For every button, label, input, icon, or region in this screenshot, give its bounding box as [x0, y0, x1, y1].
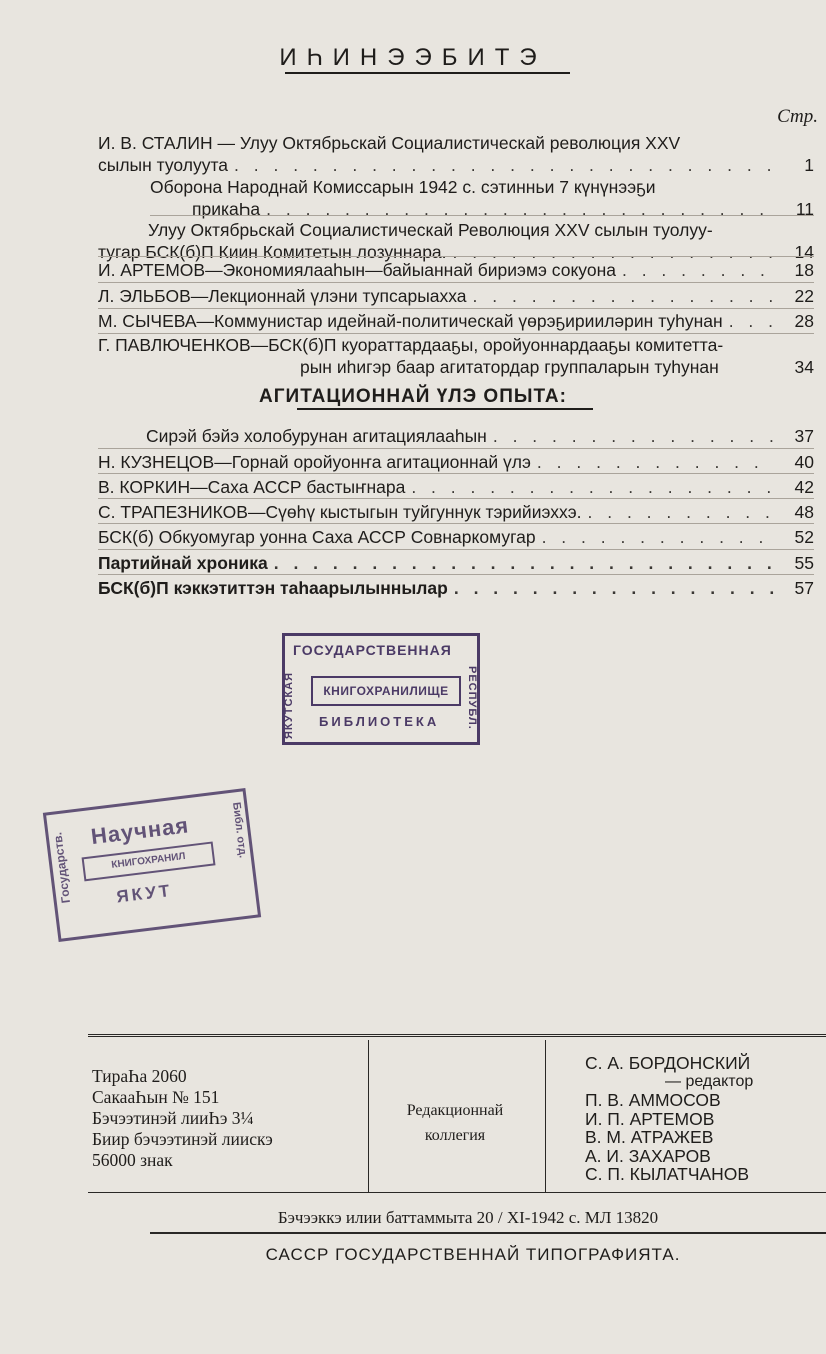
- toc-entry: [98, 132, 814, 176]
- toc-page-number: 22: [794, 286, 814, 306]
- leader-dots: [588, 501, 775, 523]
- editor-role: — редактор: [665, 1072, 754, 1090]
- toc-page-number: 57: [794, 578, 814, 598]
- toc-entry-line: Улуу Октябрьскай Социалистическай Революция XXV сылын туолуу-: [148, 220, 713, 240]
- toc-page-number: 52: [794, 527, 814, 547]
- library-stamp-faded: [43, 788, 261, 942]
- toc-entry-text: Л. ЭЛЬБОВ—Лекционнай үлэни тупсарыахха: [98, 286, 467, 306]
- leader-dots: [266, 198, 774, 220]
- board-member: А. И. ЗАХАРОВ: [585, 1145, 711, 1166]
- toc-entry: [150, 176, 814, 220]
- toc-entry-line: Г. ПАВЛЮЧЕНКОВ—БСК(б)П куораттардааҕы, оройуоннардааҕы комитетта-: [98, 335, 724, 355]
- page-title: ИҺИНЭЭБИТЭ: [279, 44, 547, 71]
- toc-page-number: 40: [794, 452, 814, 472]
- toc-entry-text: рын иһигэр баар агитатордар группаларын туһунан: [300, 357, 719, 377]
- library-stamp: [282, 633, 480, 745]
- imprint-line: СакааҺын № 151: [92, 1087, 220, 1107]
- divider: [98, 523, 814, 524]
- leader-dots: [411, 476, 774, 498]
- leader-dots: [537, 451, 774, 473]
- toc-entry: [98, 577, 814, 599]
- imprint-rule: [88, 1192, 826, 1193]
- editorial-board-members: [585, 1054, 753, 1184]
- divider: [98, 498, 814, 499]
- divider: [98, 282, 814, 283]
- toc-entry: [98, 552, 814, 574]
- toc-entry-text: тугар БСК(б)П Киин Комитетын лозуннара.: [98, 242, 447, 262]
- toc-entry-text: Партийнай хроника: [98, 553, 268, 573]
- editor-name: С. А. БОРДОНСКИЙ: [585, 1053, 751, 1073]
- divider: [98, 308, 814, 309]
- stamp-bottom-text: БИБЛИОТЕКА: [319, 714, 440, 729]
- toc-page-number: 11: [795, 199, 814, 219]
- stamp-top-text: ГОСУДАРСТВЕННАЯ: [293, 642, 452, 658]
- board-member: В. М. АТРАЖЕВ: [585, 1127, 714, 1147]
- leader-dots: [274, 552, 774, 574]
- toc-entry: [146, 425, 814, 447]
- leader-dots: [234, 154, 774, 176]
- toc-entry-line: Оборона Народнай Комиссарын 1942 с. сэтинньи 7 күнүнээҕи: [150, 177, 656, 197]
- divider: [98, 549, 814, 550]
- toc-entry: [98, 310, 814, 332]
- toc-entry: [98, 526, 814, 548]
- imprint-line: Бэчээтинэй лииҺэ 3¼: [92, 1108, 254, 1128]
- toc-entry-text: прикаҺа: [192, 199, 261, 219]
- toc-page-number: 14: [794, 242, 814, 262]
- toc-entry-text: Н. КУЗНЕЦОВ—Горнай оройуонҥа агитационнай үлэ: [98, 452, 531, 472]
- board-label-line: коллегия: [424, 1127, 486, 1144]
- imprint-divider: [545, 1040, 546, 1192]
- stamp-left-text: ЯКУТСКАЯ: [283, 672, 295, 739]
- imprint-rule: [88, 1034, 826, 1037]
- stamp-top-text: Научная: [89, 812, 191, 850]
- toc-entry: [98, 334, 814, 378]
- toc-page-number: 55: [794, 553, 814, 573]
- toc-entry-text: В. КОРКИН—Саха АССР бастыҥнара: [98, 477, 406, 497]
- divider: [98, 448, 814, 449]
- divider: [150, 215, 814, 216]
- toc-page-number: 48: [794, 502, 814, 522]
- toc-page-number: 28: [794, 311, 814, 331]
- toc-entry: [98, 259, 814, 281]
- stamp-right-text: Библ. отд.: [230, 801, 249, 859]
- toc-entry-text: БСК(б)П кэккэтиттэн таһаарылыннылар: [98, 578, 448, 598]
- section-heading: АГИТАЦИОННАЙ ҮЛЭ ОПЫТА:: [259, 386, 567, 407]
- imprint-line: Биир бэчээтинэй лиискэ: [92, 1129, 273, 1149]
- toc-page-number: 18: [794, 260, 814, 280]
- print-run-details: [92, 1066, 273, 1171]
- imprint-line: 56000 знак: [92, 1150, 173, 1170]
- toc-entry: [98, 451, 814, 473]
- leader-dots: [729, 310, 774, 332]
- stamp-middle-text: КНИГОХРАНИЛИЩЕ: [311, 676, 461, 706]
- imprint-rule: [150, 1232, 826, 1234]
- board-member: И. П. АРТЕМОВ: [585, 1108, 715, 1129]
- imprint-divider: [368, 1040, 369, 1192]
- toc-entry-text: С. ТРАПЕЗНИКОВ—Сүөһү кыстыгын туйгуннук тэрийиэххэ.: [98, 502, 582, 522]
- imprint-line: ТираҺа 2060: [92, 1066, 187, 1086]
- print-date-line: Бэчээккэ илии баттаммыта 20 / XI-1942 с. МЛ 13820: [277, 1208, 659, 1227]
- toc-entry-text: М. СЫЧЕВА—Коммунистар идейнай-политическай үөрэҕирииләрин туһунан: [98, 311, 723, 331]
- toc-entry-text: Сирэй бэйэ холобурунан агитациялааһын: [146, 426, 487, 446]
- editorial-board-label: [370, 1098, 540, 1148]
- title-underline: [285, 72, 570, 74]
- leader-dots: [542, 526, 774, 548]
- toc-entry: [98, 285, 814, 307]
- leader-dots: [473, 285, 774, 307]
- toc-entry-line: И. В. СТАЛИН — Улуу Октябрьскай Социалистическай революция XXV: [98, 133, 681, 153]
- toc-entry: [98, 501, 814, 523]
- toc-page-number: 37: [794, 426, 814, 446]
- printer-name: САССР ГОСУДАРСТВЕННАЙ ТИПОГРАФИЯТА.: [265, 1245, 681, 1264]
- board-label-line: Редакционнай: [406, 1102, 504, 1119]
- page-column-label: Стр.: [777, 106, 818, 127]
- toc-page-number: 34: [794, 357, 814, 377]
- divider: [98, 574, 814, 575]
- stamp-left-text: Государств.: [50, 831, 73, 904]
- toc-entry-text: сылын туолуута: [98, 155, 229, 175]
- toc-entry-text: И. АРТЕМОВ—Экономиялааһын—байыаннай бириэмэ сокуона: [98, 260, 616, 280]
- leader-dots: [454, 577, 774, 599]
- stamp-right-text: РЕСПУБЛ.: [466, 666, 478, 730]
- divider: [98, 473, 814, 474]
- toc-entry: [98, 476, 814, 498]
- board-member: П. В. АММОСОВ: [585, 1090, 721, 1110]
- toc-page-number: 42: [794, 477, 814, 497]
- stamp-middle-text: КНИГОХРАНИЛ: [82, 841, 216, 881]
- toc-page-number: 1: [804, 155, 814, 175]
- board-member: С. П. КЫЛАТЧАНОВ: [585, 1164, 750, 1184]
- stamp-bottom-text: ЯКУТ: [115, 880, 174, 907]
- leader-dots: [622, 259, 774, 281]
- divider: [98, 256, 814, 257]
- section-underline: [297, 408, 593, 410]
- leader-dots: [493, 425, 774, 447]
- toc-entry-text: БСК(б) Обкуомугар уонна Саха АССР Совнаркомугар: [98, 527, 536, 547]
